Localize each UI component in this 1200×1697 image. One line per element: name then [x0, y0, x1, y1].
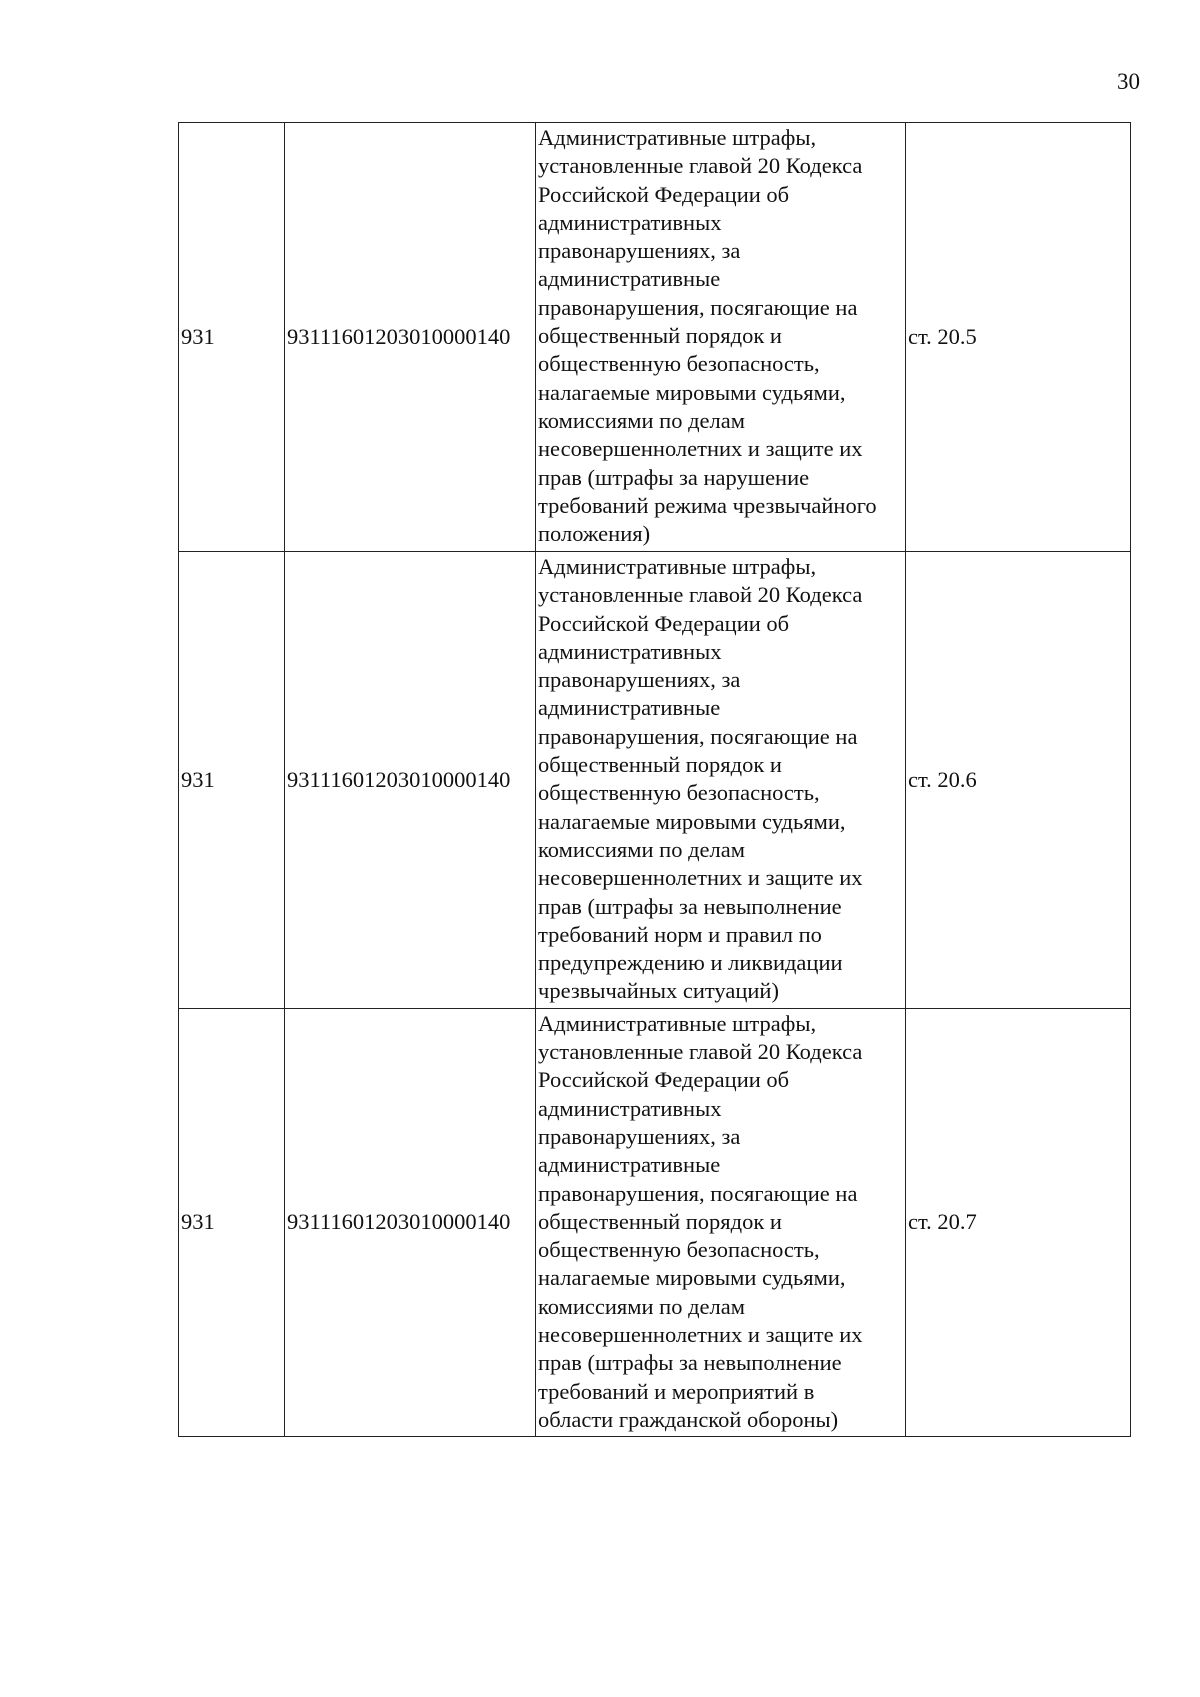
fines-table — [178, 122, 1131, 1437]
admin-code-cell: 931 — [179, 123, 285, 552]
kbk-code-cell: 93111601203010000140 — [285, 1008, 536, 1436]
article-cell: ст. 20.6 — [906, 552, 1131, 1009]
kbk-code-cell: 93111601203010000140 — [285, 552, 536, 1009]
description-cell: Административные штрафы, установленные главой 20 Кодекса Российской Федерации об административных правонарушениях, за административные правонарушения, посягающие на общественный порядок и общественную безопасность, налагаемые мировыми судьями, комиссиями по делам несовершеннолетних и защите их прав (штрафы за невыполнение требований и мероприятий в области гражданской обороны) — [536, 1008, 906, 1436]
admin-code-cell: 931 — [179, 1008, 285, 1436]
article-cell: ст. 20.5 — [906, 123, 1131, 552]
table-row — [179, 1008, 1131, 1436]
description-cell: Административные штрафы, установленные главой 20 Кодекса Российской Федерации об административных правонарушениях, за административные правонарушения, посягающие на общественный порядок и общественную безопасность, налагаемые мировыми судьями, комиссиями по делам несовершеннолетних и защите их прав (штрафы за невыполнение требований норм и правил по предупреждению и ликвидации чрезвычайных ситуаций) — [536, 552, 906, 1009]
table-row — [179, 552, 1131, 1009]
page-number: 30 — [1117, 69, 1140, 94]
table-row — [179, 123, 1131, 552]
article-cell: ст. 20.7 — [906, 1008, 1131, 1436]
description-cell: Административные штрафы, установленные главой 20 Кодекса Российской Федерации об административных правонарушениях, за административные правонарушения, посягающие на общественный порядок и общественную безопасность, налагаемые мировыми судьями, комиссиями по делам несовершеннолетних и защите их прав (штрафы за нарушение требований режима чрезвычайного положения) — [536, 123, 906, 552]
admin-code-cell: 931 — [179, 552, 285, 1009]
kbk-code-cell: 93111601203010000140 — [285, 123, 536, 552]
